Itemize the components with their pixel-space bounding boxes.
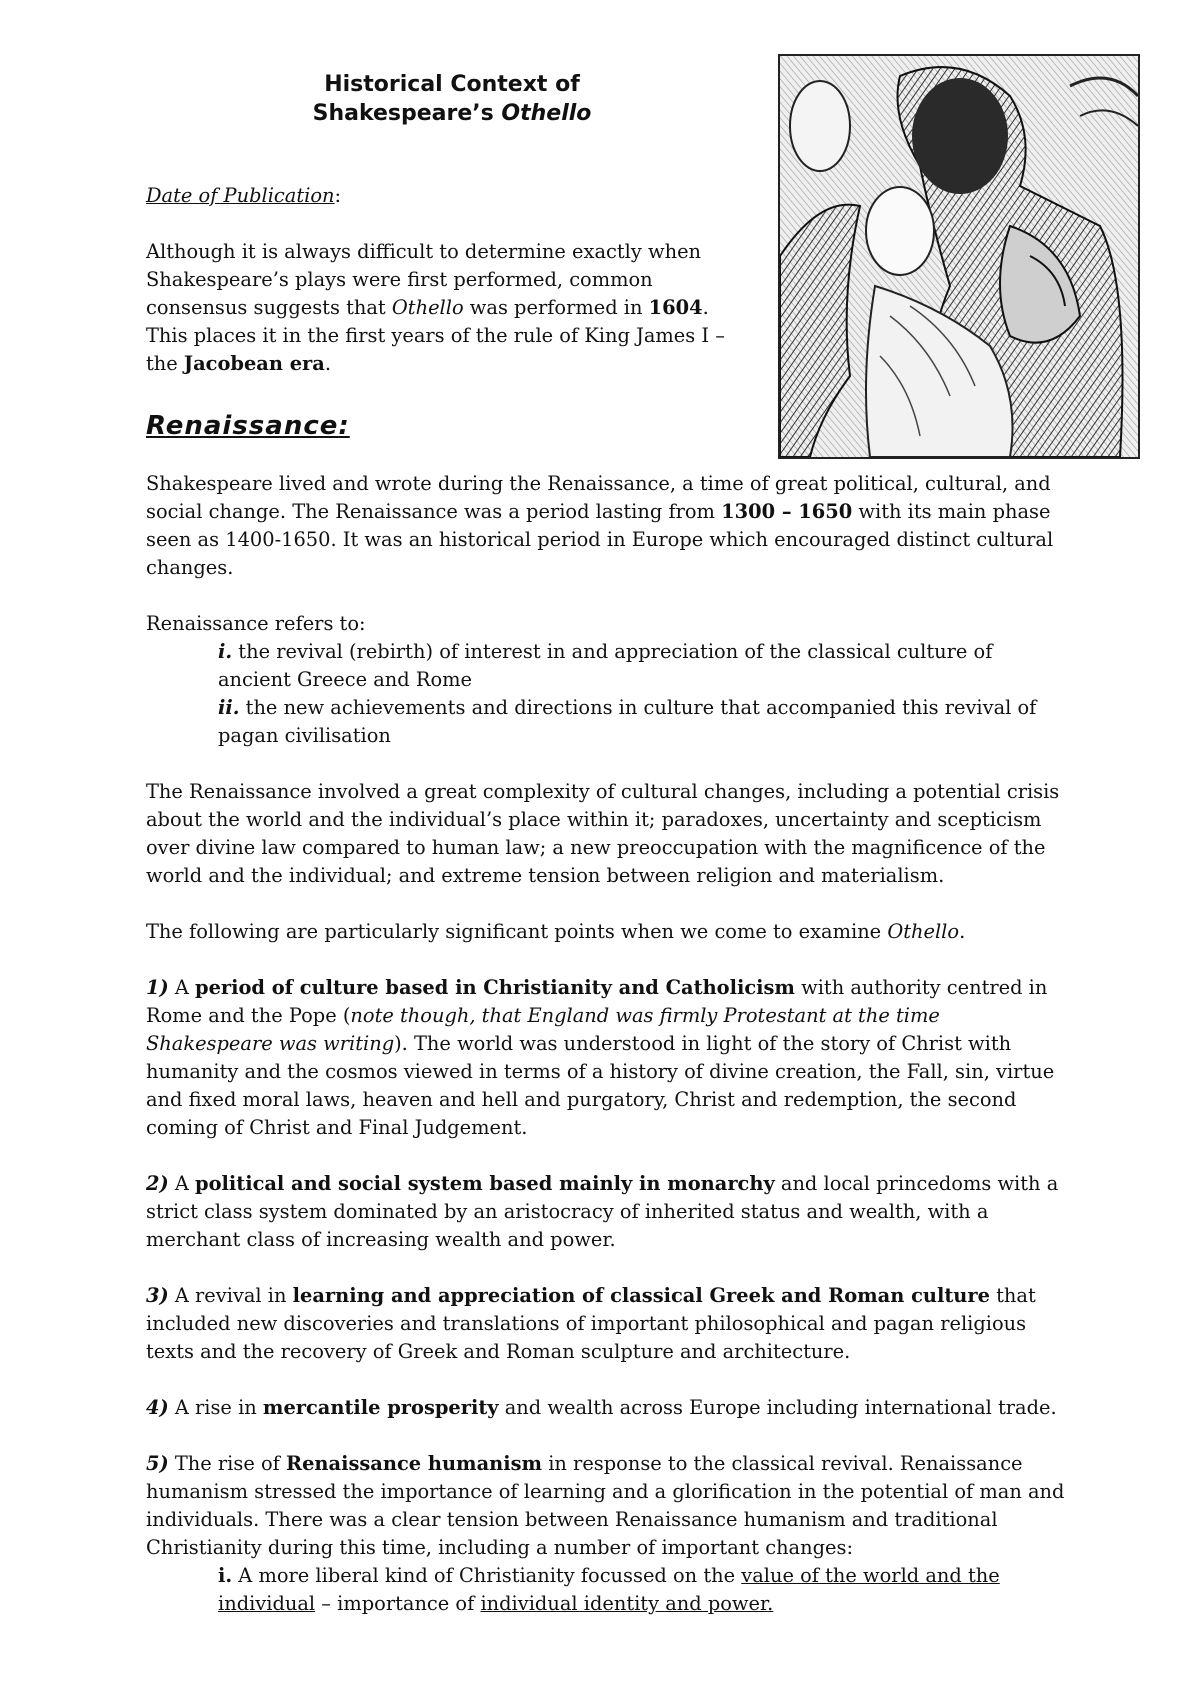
- document-title: [146, 70, 758, 128]
- date-of-publication-label: Date of Publication:: [146, 184, 342, 207]
- renaissance-intro-paragraph: Shakespeare lived and wrote during the Renaissance, a time of great political, cultural, and social change. The Renaissance was a period lasting from 1300 – 1650 with its main phase seen as 1400-1650. It was an historical period in Europe which encouraged distinct cultural changes.: [146, 472, 1054, 579]
- point-5: 5) The rise of Renaissance humanism in response to the classical revival. Renaissance humanism stressed the importance of learning and a glorification in the potential of man and individuals. There was a clear tension between Renaissance humanism and traditional Christianity during this time, including a number of important changes:: [146, 1452, 1065, 1559]
- othello-desdemona-illustration: [778, 54, 1140, 459]
- point-3: 3) A revival in learning and appreciation of classical Greek and Roman culture that included new discoveries and translations of important philosophical and pagan religious texts and the recovery of Greek and Roman sculpture and architecture.: [146, 1284, 1036, 1363]
- date-section: [146, 182, 746, 378]
- title-line-1: Historical Context of: [324, 72, 580, 97]
- refers-to-item-ii: ii. the new achievements and directions in culture that accompanied this revival of pagan civilisation: [218, 696, 1037, 747]
- refers-to-item-i: i. the revival (rebirth) of interest in and appreciation of the classical culture of ancient Greece and Rome: [218, 640, 993, 691]
- refers-to-label: Renaissance refers to:: [146, 612, 366, 635]
- significant-points-intro: The following are particularly significant points when we come to examine Othello.: [146, 920, 966, 943]
- complexity-paragraph: The Renaissance involved a great complexity of cultural changes, including a potential crisis about the world and the individual’s place within it; paradoxes, uncertainty and scepticism over divine law compared to human law; a new preoccupation with the magnificence of the world and the individual; and extreme tension between religion and materialism.: [146, 780, 1060, 887]
- point-5-subitem-i: i. A more liberal kind of Christianity focussed on the value of the world and the individual – importance of individual identity and power.: [218, 1564, 1000, 1615]
- point-4: 4) A rise in mercantile prosperity and wealth across Europe including international trade.: [146, 1396, 1057, 1419]
- point-2: 2) A political and social system based mainly in monarchy and local princedoms with a strict class system dominated by an aristocracy of inherited status and wealth, with a merchant class of increasing wealth and power.: [146, 1172, 1059, 1251]
- point-1: 1) A period of culture based in Christianity and Catholicism with authority centred in Rome and the Pope (note though, that England was firmly Protestant at the time Shakespeare was writing). The world was understood in light of the story of Christ with humanity and the cosmos viewed in terms of a history of divine creation, the Fall, sin, virtue and fixed moral laws, heaven and hell and purgatory, Christ and redemption, the second coming of Christ and Final Judgement.: [146, 976, 1055, 1139]
- title-line-2: Shakespeare’s Othello: [312, 101, 592, 126]
- engraving-image: [780, 56, 1138, 457]
- date-paragraph: Although it is always difficult to determine exactly when Shakespeare’s plays were first performed, common consensus suggests that Othello was performed in 1604. This places it in the first years of the rule of King James I – the Jacobean era.: [146, 240, 725, 375]
- renaissance-heading: Renaissance:: [146, 411, 350, 441]
- renaissance-section: [146, 470, 1071, 1618]
